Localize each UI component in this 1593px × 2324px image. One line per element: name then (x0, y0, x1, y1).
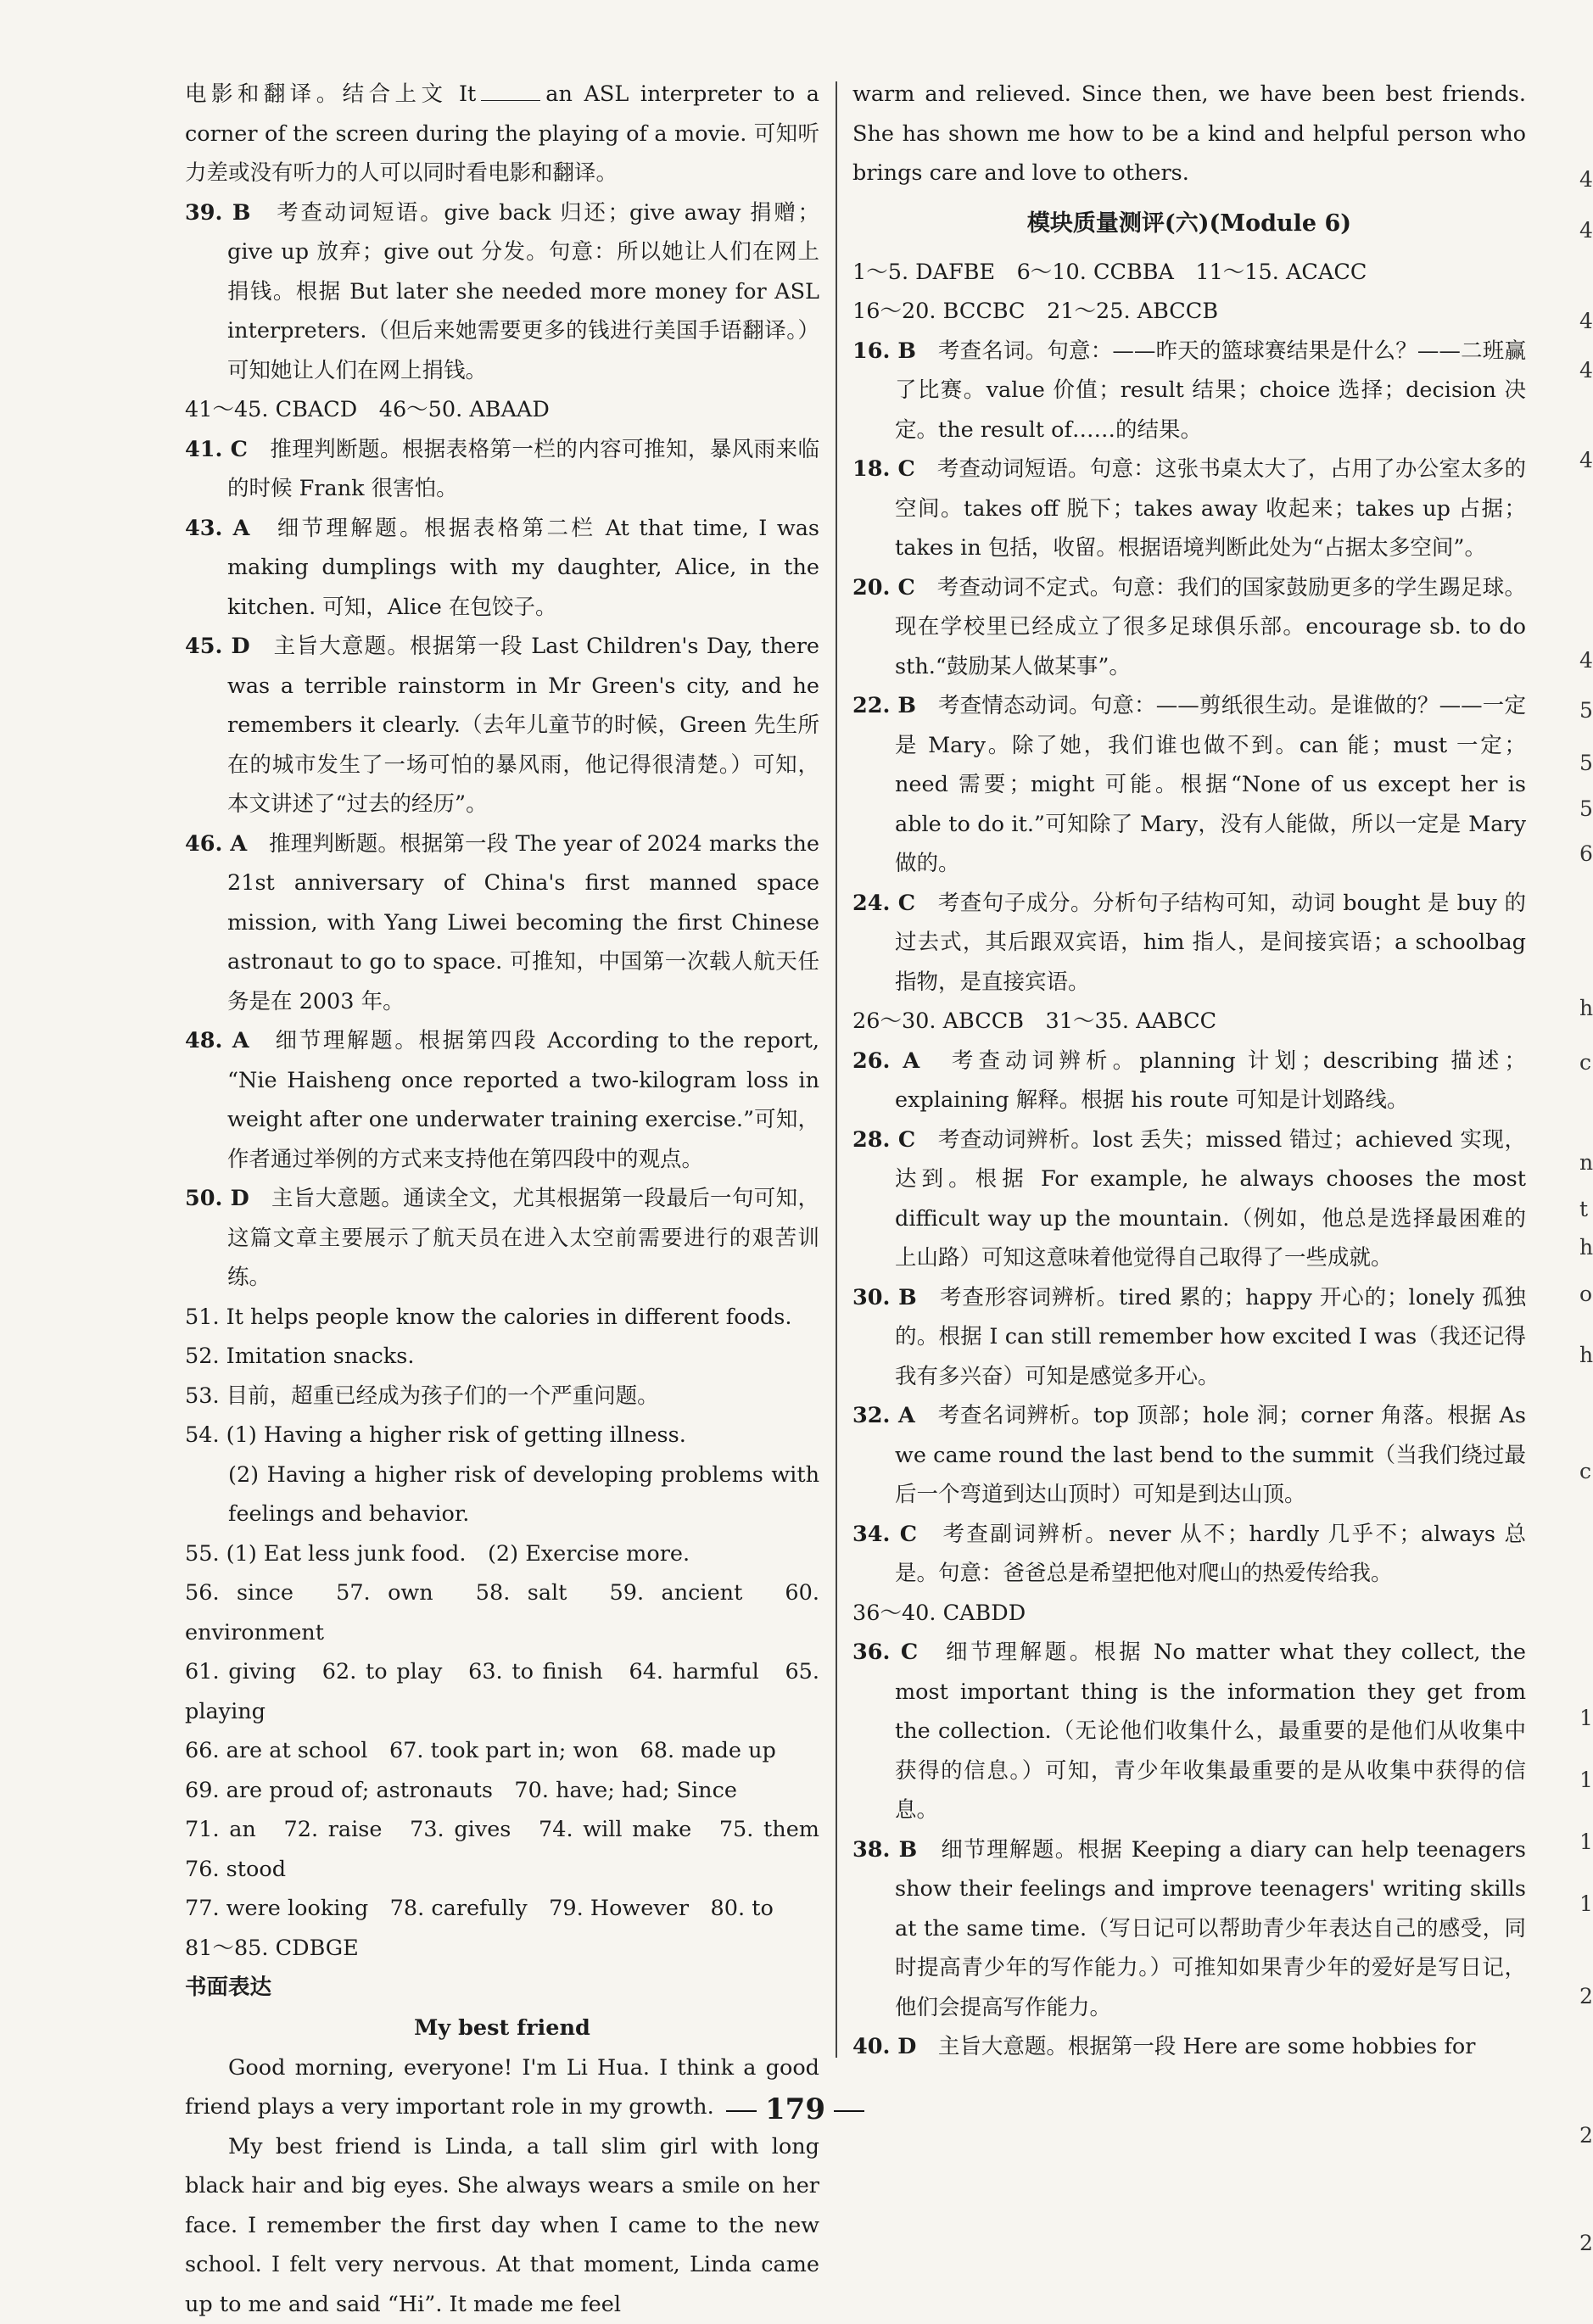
answer-71-76: 71. an 72. raise 73. gives 74. will make 75. them 76. stood (185, 1810, 819, 1889)
answer-66-68: 66. are at school 67. took part in; won 68. made up (185, 1731, 819, 1771)
edge-char: 1 (1579, 1706, 1590, 1731)
answer-32: 32. A 考查名词辨析。top 顶部；hole 洞；corner 角落。根据 As we came round the last bend to the summit（当我们绕过最后一个弯道到达山顶时）可知是到达山顶。 (852, 1396, 1526, 1515)
edge-char: h (1579, 1343, 1590, 1368)
answer-45: 45. D 主旨大意题。根据第一段 Last Children's Day, there was a terrible rainstorm in Mr Green's city, and he remembers it clearly.（去年儿童节的时候，Green 先生所在的城市发生了一场可怕的暴风雨，他记得很清楚。）可知，本文讲述了“过去的经历”。 (185, 627, 819, 824)
edge-char: 2 (1579, 2231, 1590, 2256)
answer-41: 41. C 推理判断题。根据表格第一栏的内容可推知，暴风雨来临的时候 Frank 很害怕。 (185, 430, 819, 509)
answer-43: 43. A 细节理解题。根据表格第二栏 At that time, I was making dumplings with my daughter, Alice, in the kitchen. 可知，Alice 在包饺子。 (185, 509, 819, 628)
answer-61-65: 61. giving 62. to play 63. to finish 64. harmful 65. playing (185, 1652, 819, 1731)
left-column (185, 75, 819, 2324)
edge-char: 1 (1579, 1891, 1590, 1917)
answer-38-continued: 电影和翻译。结合上文 It an ASL interpreter to a corner of the screen during the playing of a movie. 可知听力差或没有听力的人可以同时看电影和翻译。 (185, 75, 819, 193)
answer-28: 28. C 考查动词辨析。lost 丢失；missed 错过；achieved 实现，达到。根据 For example, he always chooses the most difficult way up the mountain.（例如，他总是选择最困难的上山路）可知这意味着他觉得自己取得了一些成就。 (852, 1120, 1526, 1278)
edge-char: 4 (1579, 358, 1590, 383)
edge-char: 5 (1579, 796, 1590, 822)
answer-48: 48. A 细节理解题。根据第四段 According to the report, “Nie Haisheng once reported a two-kilogram loss in weight after one underwater training exercise.”可知，作者通过举例的方式来支持他在第四段中的观点。 (185, 1021, 819, 1179)
edge-char: 4 (1579, 309, 1590, 334)
answer-key-1-15: 1～5. DAFBE 6～10. CCBBA 11～15. ACACC (852, 253, 1526, 293)
page-number: 179 (0, 2088, 1590, 2131)
edge-char: 2 (1579, 1984, 1590, 2009)
answer-36: 36. C 细节理解题。根据 No matter what they collect, the most important thing is the information they get from the collection.（无论他们收集什么，最重要的是他们从收集中获得的信息。）可知，青少年收集最重要的是从收集中获得的信息。 (852, 1633, 1526, 1830)
answer-53: 53. 目前，超重已经成为孩子们的一个严重问题。 (185, 1377, 819, 1416)
answer-50: 50. D 主旨大意题。通读全文，尤其根据第一段最后一句可知，这篇文章主要展示了航天员在进入太空前需要进行的艰苦训练。 (185, 1179, 819, 1298)
answer-81-85: 81～85. CDBGE (185, 1929, 819, 1969)
answer-30: 30. B 考查形容词辨析。tired 累的；happy 开心的；lonely 孤独的。根据 I can still remember how excited I was（我还记得我有多兴奋）可知是感觉多开心。 (852, 1278, 1526, 1397)
edge-char: 4 (1579, 167, 1590, 193)
edge-char: 6 (1579, 841, 1590, 867)
column-divider (836, 81, 837, 2058)
answer-key-16-25: 16～20. BCCBC 21～25. ABCCB (852, 292, 1526, 332)
edge-char: c (1579, 1459, 1590, 1484)
edge-char: 4 (1579, 448, 1590, 473)
edge-char: h (1579, 996, 1590, 1021)
answer-39: 39. B 考查动词短语。give back 归还；give away 捐赠；give up 放弃；give out 分发。句意：所以她让人们在网上捐钱。根据 But later she needed more money for ASL interpreters.（但后来她需要更多的钱进行美国手语翻译。）可知她让人们在网上捐钱。 (185, 193, 819, 391)
answer-key-41-50: 41～45. CBACD 46～50. ABAAD (185, 390, 819, 430)
answer-52: 52. Imitation snacks. (185, 1337, 819, 1377)
answer-46: 46. A 推理判断题。根据第一段 The year of 2024 marks the 21st anniversary of China's first manned space mission, with Yang Liwei becoming the first Chinese astronaut to go to space. 可推知，中国第一次载人航天任务是在 2003 年。 (185, 824, 819, 1022)
edge-char: h (1579, 1235, 1590, 1260)
answer-34: 34. C 考查副词辨析。never 从不；hardly 几乎不；always 总是。句意：爸爸总是希望把他对爬山的热爱传给我。 (852, 1515, 1526, 1594)
answer-24: 24. C 考查句子成分。分析句子结构可知，动词 bought 是 buy 的过去式，其后跟双宾语，him 指人，是间接宾语；a schoolbag 指物，是直接宾语。 (852, 884, 1526, 1003)
answer-51: 51. It helps people know the calories in different foods. (185, 1298, 819, 1338)
edge-char: 1 (1579, 1768, 1590, 1793)
essay-title: My best friend (185, 2008, 819, 2048)
edge-char: n (1579, 1150, 1590, 1176)
answer-54-part1: 54. (1) Having a higher risk of getting illness. (185, 1416, 819, 1455)
essay-continued: warm and relieved. Since then, we have been best friends. She has shown me how to be a kind and helpful person who brings care and love to others. (852, 75, 1526, 193)
answer-20: 20. C 考查动词不定式。句意：我们的国家鼓励更多的学生踢足球。现在学校里已经成立了很多足球俱乐部。encourage sb. to do sth.“鼓励某人做某事”。 (852, 568, 1526, 687)
right-column (852, 75, 1526, 2067)
edge-char: c (1579, 1050, 1590, 1075)
edge-char: 1 (1579, 1830, 1590, 1855)
edge-char: 4 (1579, 218, 1590, 243)
edge-char: o (1579, 1282, 1590, 1307)
answer-26: 26. A 考查动词辨析。planning 计划；describing 描述；explaining 解释。根据 his route 可知是计划路线。 (852, 1042, 1526, 1120)
answer-38: 38. B 细节理解题。根据 Keeping a diary can help teenagers show their feelings and improve teenagers' writing skills at the same time.（写日记可以帮助青少年表达自己的感受，同时提高青少年的写作能力。）可推知如果青少年的爱好是写日记，他们会提高写作能力。 (852, 1830, 1526, 2028)
essay-paragraph-2: My best friend is Linda, a tall slim girl with long black hair and big eyes. She always wears a smile on her face. I remember the first day when I came to the new school. I felt very nervous. At that moment, Linda came up to me and said “Hi”. It made me feel (185, 2127, 819, 2324)
answer-key-36-40: 36～40. CABDD (852, 1594, 1526, 1634)
answer-key-26-35: 26～30. ABCCB 31～35. AABCC (852, 1002, 1526, 1042)
answer-40: 40. D 主旨大意题。根据第一段 Here are some hobbies for (852, 2027, 1526, 2067)
edge-char: t (1579, 1197, 1590, 1222)
answer-55: 55. (1) Eat less junk food. (2) Exercise more. (185, 1534, 819, 1574)
essay-paragraph-1: Good morning, everyone! I'm Li Hua. I think a good friend plays a very important role in my growth. (185, 2048, 819, 2127)
section-heading: 书面表达 (185, 1968, 819, 2008)
answer-16: 16. B 考查名词。句意：——昨天的篮球赛结果是什么？——二班赢了比赛。value 价值；result 结果；choice 选择；decision 决定。the result of……的结果。 (852, 332, 1526, 450)
module-title: 模块质量测评(六)(Module 6) (852, 202, 1526, 246)
answer-18: 18. C 考查动词短语。句意：这张书桌太大了，占用了办公室太多的空间。takes off 脱下；takes away 收起来；takes up 占据；takes in 包括，收留。根据语境判断此处为“占据太多空间”。 (852, 450, 1526, 568)
fill-blank (481, 81, 540, 101)
answer-69-70: 69. are proud of; astronauts 70. have; had; Since (185, 1771, 819, 1811)
answer-54-part2: (2) Having a higher risk of developing problems with feelings and behavior. (185, 1455, 819, 1534)
edge-char: 5 (1579, 751, 1590, 776)
answer-77-80: 77. were looking 78. carefully 79. However 80. to (185, 1889, 819, 1929)
answer-22: 22. B 考查情态动词。句意：——剪纸很生动。是谁做的？——一定是 Mary。除了她，我们谁也做不到。can 能；must 一定；need 需要；might 可能。根据“None of us except her is able to do it.”可知除了 Mary，没有人能做，所以一定是 Mary 做的。 (852, 686, 1526, 884)
edge-char: 4 (1579, 648, 1590, 673)
edge-char: 5 (1579, 698, 1590, 723)
answer-56-60: 56. since 57. own 58. salt 59. ancient 60. environment (185, 1573, 819, 1652)
edge-char: 2 (1579, 2123, 1590, 2148)
